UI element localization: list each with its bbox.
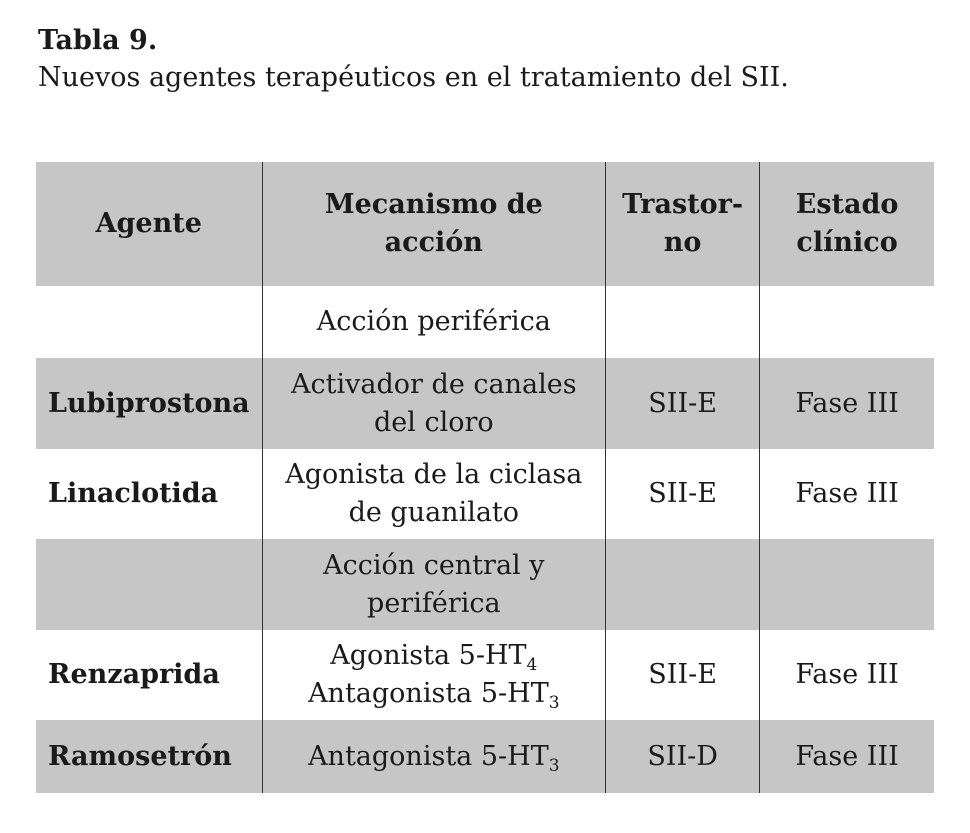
section-label: Acción periférica bbox=[262, 286, 606, 358]
table-row bbox=[36, 358, 934, 449]
mechanism-cell: Agonista de la ciclasa de guanilato bbox=[262, 449, 606, 539]
status-cell: Fase III bbox=[760, 630, 934, 720]
disorder-cell: SII-E bbox=[606, 449, 760, 539]
table-number: Tabla 9. bbox=[38, 25, 158, 56]
header-agent: Agente bbox=[95, 208, 202, 239]
header-status: Estado clínico bbox=[760, 162, 934, 286]
agent-name: Linaclotida bbox=[48, 478, 219, 509]
disorder-cell: SII-E bbox=[606, 630, 760, 720]
mechanism-cell: Antagonista $5-HT_3$ bbox=[262, 720, 606, 793]
table-row bbox=[36, 720, 934, 793]
section-row-peripheral bbox=[36, 286, 934, 358]
status-cell: Fase III bbox=[760, 720, 934, 793]
table-row bbox=[36, 449, 934, 539]
mechanism-cell: Agonista $5-HT_4$ Antagonista $5-HT_3$ bbox=[262, 630, 606, 720]
header-mechanism: Mecanismo de acción bbox=[262, 162, 606, 286]
header-row bbox=[36, 162, 934, 286]
header-disorder: Trastor- no bbox=[606, 162, 760, 286]
section-row-central bbox=[36, 539, 934, 630]
table-title: Nuevos agentes terapéuticos en el tratamiento del SII. bbox=[38, 62, 789, 93]
table-caption bbox=[38, 22, 789, 96]
agent-name: Renzaprida bbox=[48, 659, 220, 690]
status-cell: Fase III bbox=[760, 358, 934, 449]
mechanism-cell: Activador de canales del cloro bbox=[262, 358, 606, 449]
section-label: Acción central y periférica bbox=[262, 539, 606, 630]
disorder-cell: SII-E bbox=[606, 358, 760, 449]
table-row bbox=[36, 630, 934, 720]
status-cell: Fase III bbox=[760, 449, 934, 539]
disorder-cell: SII-D bbox=[606, 720, 760, 793]
agents-table bbox=[36, 162, 934, 793]
agent-name: Lubiprostona bbox=[48, 387, 250, 419]
agent-name: Ramosetrón bbox=[48, 740, 232, 772]
